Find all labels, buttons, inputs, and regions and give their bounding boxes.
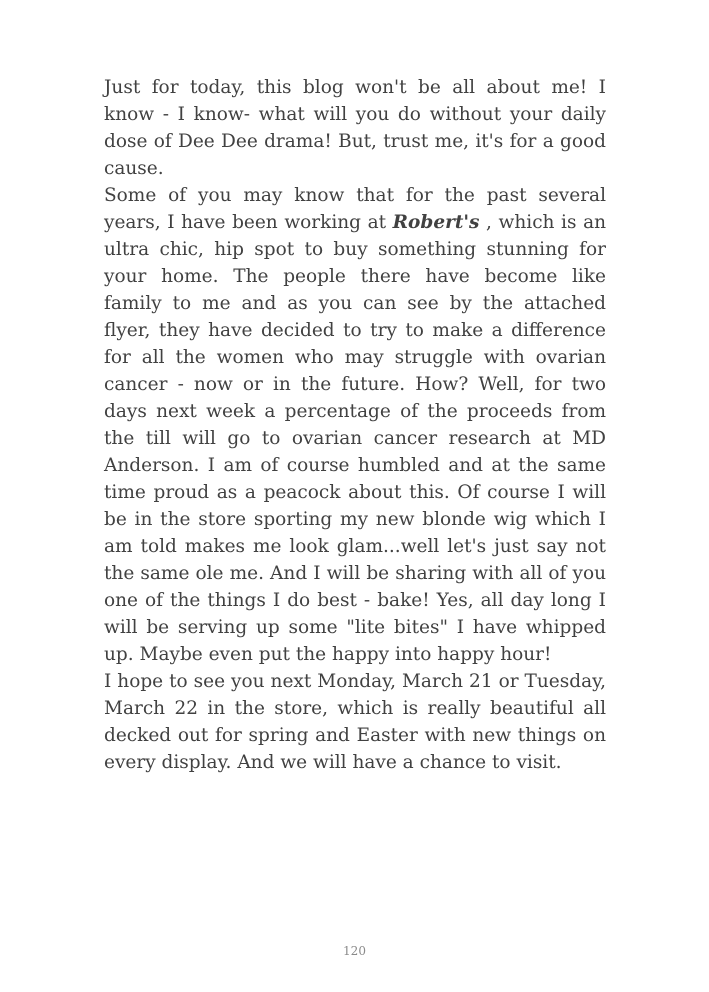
paragraph <box>104 182 606 668</box>
store-name-emphasis: Robert's <box>392 212 480 233</box>
page-number: 120 <box>343 944 366 958</box>
paragraph <box>104 74 606 182</box>
paragraph-text: , which is an ultra chic, hip spot to buy something stunning for your home. The people there have become like family to me and as you can see by the attached flyer, they have decided to try to make a difference for all the women who may struggle with ovarian cancer - now or in the future. How? Well, for two days next week a percentage of the proceeds from the till will go to ovarian cancer research at MD Anderson. I am of course humbled and at the same time proud as a peacock about this. Of course I will be in the store sporting my new blonde wig which I am told makes me look glam...well let's just say not the same ole me. And I will be sharing with all of you one of the things I do best - bake! Yes, all day long I will be serving up some "lite bites" I have whipped up. Maybe even put the happy into happy hour! <box>104 212 607 665</box>
paragraph <box>104 668 606 776</box>
paragraph-text: Some of you may know that for the past several years, I have been working at <box>104 185 606 233</box>
paragraph-text: I hope to see you next Monday, March 21 or Tuesday, March 22 in the store, which is really beautiful all decked out for spring and Easter with new things on every display. And we will have a chance to visit. <box>104 671 606 773</box>
text-content <box>104 74 606 776</box>
paragraph-text: Just for today, this blog won't be all about me! I know - I know- what will you do without your daily dose of Dee Dee drama! But, trust me, it's for a good cause. <box>104 77 606 179</box>
